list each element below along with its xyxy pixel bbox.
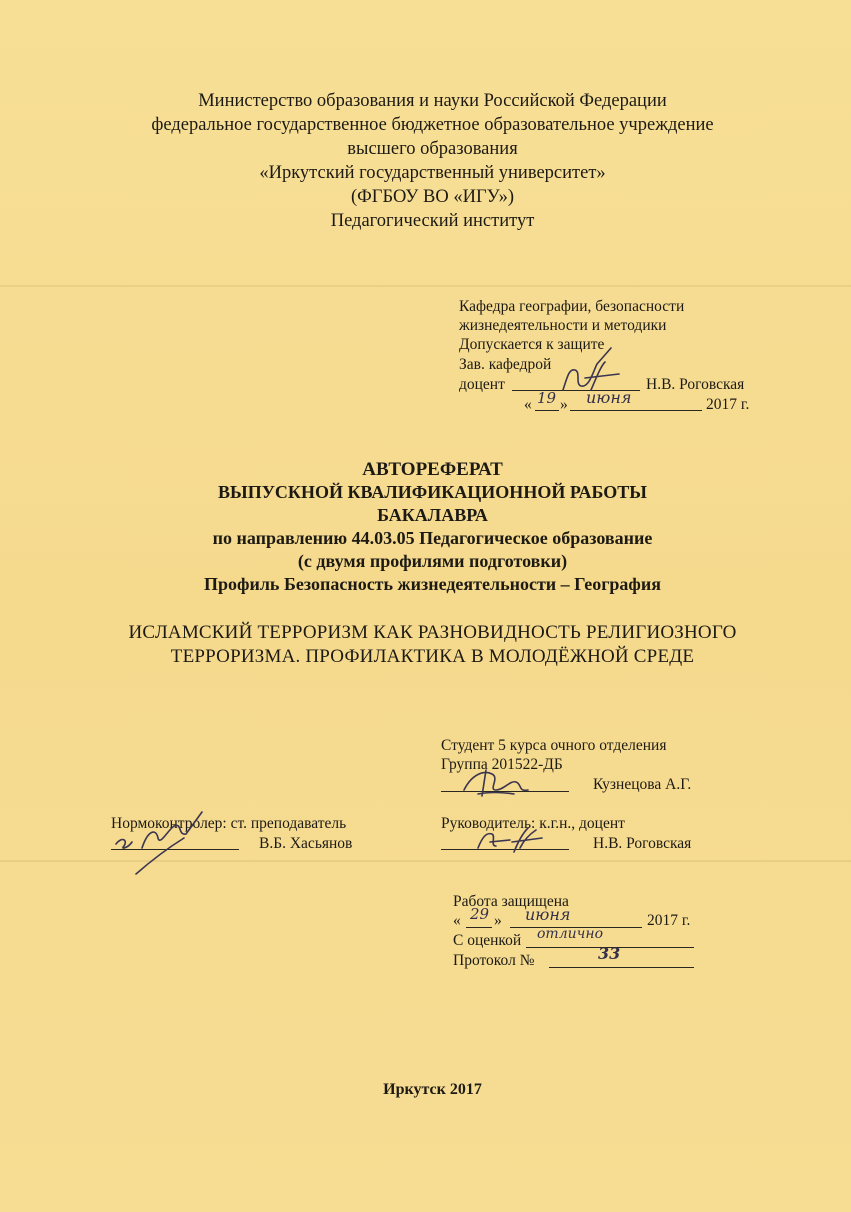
date-month-line — [570, 410, 702, 411]
supervisor-name: Н.В. Роговская — [593, 835, 692, 852]
department-line-2: жизнедеятельности и методики — [459, 317, 667, 334]
supervisor-signature — [470, 820, 550, 856]
student-signature — [458, 764, 538, 800]
title-line-6: Профиль Безопасность жизнедеятельности – География — [203, 574, 661, 594]
defense-year: 2017 г. — [647, 912, 691, 929]
defense-open-quote: « — [453, 912, 461, 929]
head-name: Н.В. Роговская — [646, 376, 745, 393]
grade-label: С оценкой — [453, 932, 522, 949]
protocol-line — [549, 967, 694, 968]
defense-month-handwritten: июня — [525, 905, 571, 924]
protocol-number-handwritten: 33 — [598, 944, 621, 963]
education-level-line: высшего образования — [347, 139, 518, 159]
document-header — [40, 89, 825, 233]
title-line-5: (с двумя профилями подготовки) — [297, 551, 568, 571]
date-day-line — [535, 410, 559, 411]
normcontrol-name: В.Б. Хасьянов — [259, 835, 353, 852]
paper-fold — [0, 285, 851, 287]
student-group: Группа 201522-ДБ — [441, 756, 563, 773]
date-close-quote: » — [560, 396, 568, 413]
admitted-line: Допускается к защите — [459, 336, 605, 353]
student-line: Студент 5 курса очного отделения — [441, 737, 667, 754]
normcontrol-signature — [112, 800, 212, 878]
defense-day-handwritten: 29 — [470, 905, 490, 923]
footer — [40, 1078, 825, 1101]
institute-line: Педагогический институт — [330, 211, 535, 231]
title-line-2: ВЫПУСКНОЙ КВАЛИФИКАЦИОННОЙ РАБОТЫ — [218, 482, 647, 502]
student-name: Кузнецова А.Г. — [593, 776, 692, 793]
protocol-label: Протокол № — [453, 952, 535, 969]
head-signature — [545, 342, 625, 394]
topic-line-1: ИСЛАМСКИЙ ТЕРРОРИЗМ КАК РАЗНОВИДНОСТЬ РЕЛИГИОЗНОГО — [128, 622, 737, 643]
normcontrol-label: Нормоконтролер: ст. преподаватель — [111, 815, 347, 832]
title-line-3: БАКАЛАВРА — [377, 505, 488, 525]
ministry-line: Министерство образования и науки Российской Федерации — [198, 91, 667, 111]
grade-handwritten: отлично — [537, 926, 603, 942]
date-month-handwritten: июня — [586, 388, 632, 407]
date-year: 2017 г. — [706, 396, 750, 413]
city-year: Иркутск 2017 — [383, 1081, 482, 1098]
title-line-4: по направлению 44.03.05 Педагогическое образование — [212, 528, 653, 548]
abbreviation-line: (ФГБОУ ВО «ИГУ») — [351, 187, 514, 207]
institution-type-line: федеральное государственное бюджетное образовательное учреждение — [151, 115, 714, 135]
document-title — [40, 458, 825, 596]
department-line-1: Кафедра географии, безопасности — [459, 298, 685, 315]
title-line-1: АВТОРЕФЕРАТ — [362, 459, 503, 480]
thesis-topic — [40, 621, 825, 669]
university-line: «Иркутский государственный университет» — [259, 163, 606, 183]
topic-line-2: ТЕРРОРИЗМА. ПРОФИЛАКТИКА В МОЛОДЁЖНОЙ СРЕДЕ — [170, 646, 695, 667]
defense-protected: Работа защищена — [453, 893, 569, 910]
defense-close-quote: » — [494, 912, 502, 929]
head-position: доцент — [459, 376, 505, 393]
head-label: Зав. кафедрой — [459, 356, 552, 373]
supervisor-label: Руководитель: к.г.н., доцент — [441, 815, 625, 832]
date-open-quote: « — [524, 396, 532, 413]
date-day-handwritten: 19 — [537, 389, 557, 407]
defense-day-line — [466, 927, 492, 928]
